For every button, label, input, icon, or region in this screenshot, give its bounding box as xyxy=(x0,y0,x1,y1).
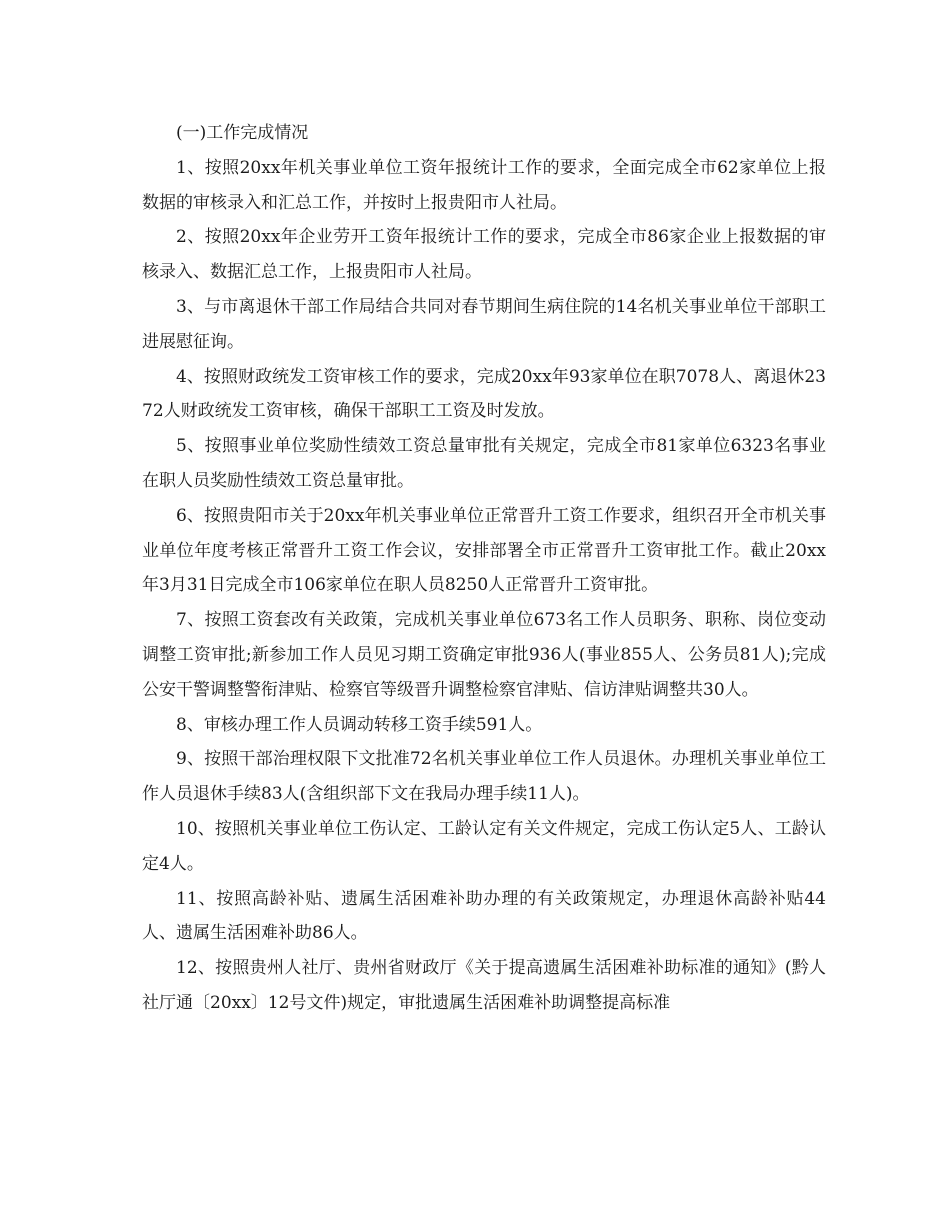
paragraph-5: 5、按照事业单位奖励性绩效工资总量审批有关规定，完成全市81家单位6323名事业在职人员奖励性绩效工资总量审批。 xyxy=(142,436,826,491)
paragraph-7: 7、按照工资套改有关政策，完成机关事业单位673名工作人员职务、职称、岗位变动调整工资审批;新参加工作人员见习期工资确定审批936人(事业855人、公务员81人);完成公安干警调整警衔津贴、检察官等级晋升调整检察官津贴、信访津贴调整共30人。 xyxy=(142,610,826,700)
paragraph-1: 1、按照20xx年机关事业单位工资年报统计工作的要求，全面完成全市62家单位上报数据的审核录入和汇总工作，并按时上报贵阳市人社局。 xyxy=(142,157,826,213)
paragraph-4: 4、按照财政统发工资审核工作的要求，完成20xx年93家单位在职7078人、离退休2372人财政统发工资审核，确保干部职工工资及时发放。 xyxy=(142,366,826,422)
paragraph-11: 11、按照高龄补贴、遗属生活困难补助办理的有关政策规定，办理退休高龄补贴44人、遗属生活困难补助86人。 xyxy=(142,888,826,944)
document-body xyxy=(142,116,826,1021)
paragraph-6: 6、按照贵阳市关于20xx年机关事业单位正常晋升工资工作要求，组织召开全市机关事业单位年度考核正常晋升工资工作会议，安排部署全市正常晋升工资审批工作。截止20xx年3月31日完成全市106家单位在职人员8250人正常晋升工资审批。 xyxy=(142,505,826,596)
paragraph-10: 10、按照机关事业单位工伤认定、工龄认定有关文件规定，完成工伤认定5人、工龄认定4人。 xyxy=(142,818,826,874)
paragraph-2: 2、按照20xx年企业劳开工资年报统计工作的要求，完成全市86家企业上报数据的审核录入、数据汇总工作，上报贵阳市人社局。 xyxy=(142,227,826,283)
paragraph-12: 12、按照贵州人社厅、贵州省财政厅《关于提高遗属生活困难补助标准的通知》(黔人社厅通〔20xx〕12号文件)规定，审批遗属生活困难补助调整提高标准 xyxy=(142,958,826,1013)
paragraph-9: 9、按照干部治理权限下文批准72名机关事业单位工作人员退休。办理机关事业单位工作人员退休手续83人(含组织部下文在我局办理手续11人)。 xyxy=(142,749,826,805)
section-heading: (一)工作完成情况 xyxy=(176,123,309,143)
paragraph-3: 3、与市离退休干部工作局结合共同对春节期间生病住院的14名机关事业单位干部职工进展慰征询。 xyxy=(142,296,826,352)
paragraph-8: 8、审核办理工作人员调动转移工资手续591人。 xyxy=(176,714,543,735)
